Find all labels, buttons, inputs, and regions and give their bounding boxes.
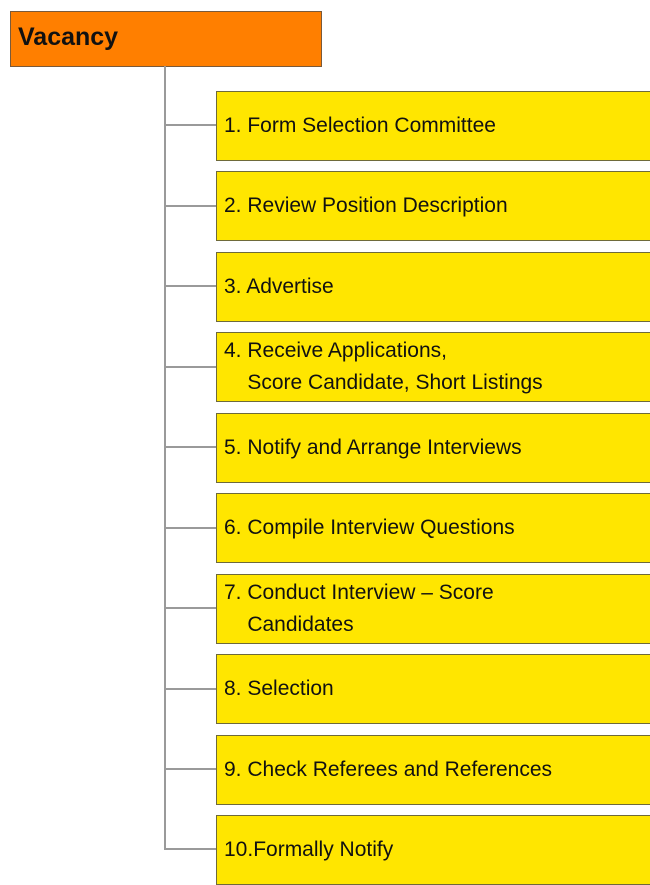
step-node-3: 3. Advertise <box>216 252 650 322</box>
step-node-8: 8. Selection <box>216 654 650 724</box>
branch-connector-5 <box>164 446 217 448</box>
branch-connector-2 <box>164 205 217 207</box>
step-node-2: 2. Review Position Description <box>216 171 650 241</box>
branch-connector-8 <box>164 688 217 690</box>
branch-connector-4 <box>164 366 217 368</box>
branch-connector-1 <box>164 124 217 126</box>
step-node-6: 6. Compile Interview Questions <box>216 493 650 563</box>
step-node-4: 4. Receive Applications, Score Candidate, Short Listings <box>216 332 650 402</box>
step-node-9: 9. Check Referees and References <box>216 735 650 805</box>
vacancy-root-node: Vacancy <box>10 11 322 67</box>
tree-trunk-line <box>164 66 166 850</box>
branch-connector-9 <box>164 768 217 770</box>
step-node-7: 7. Conduct Interview – Score Candidates <box>216 574 650 644</box>
step-node-10: 10.Formally Notify <box>216 815 650 885</box>
branch-connector-10 <box>164 848 217 850</box>
step-node-1: 1. Form Selection Committee <box>216 91 650 161</box>
branch-connector-6 <box>164 527 217 529</box>
branch-connector-3 <box>164 285 217 287</box>
step-node-5: 5. Notify and Arrange Interviews <box>216 413 650 483</box>
branch-connector-7 <box>164 607 217 609</box>
